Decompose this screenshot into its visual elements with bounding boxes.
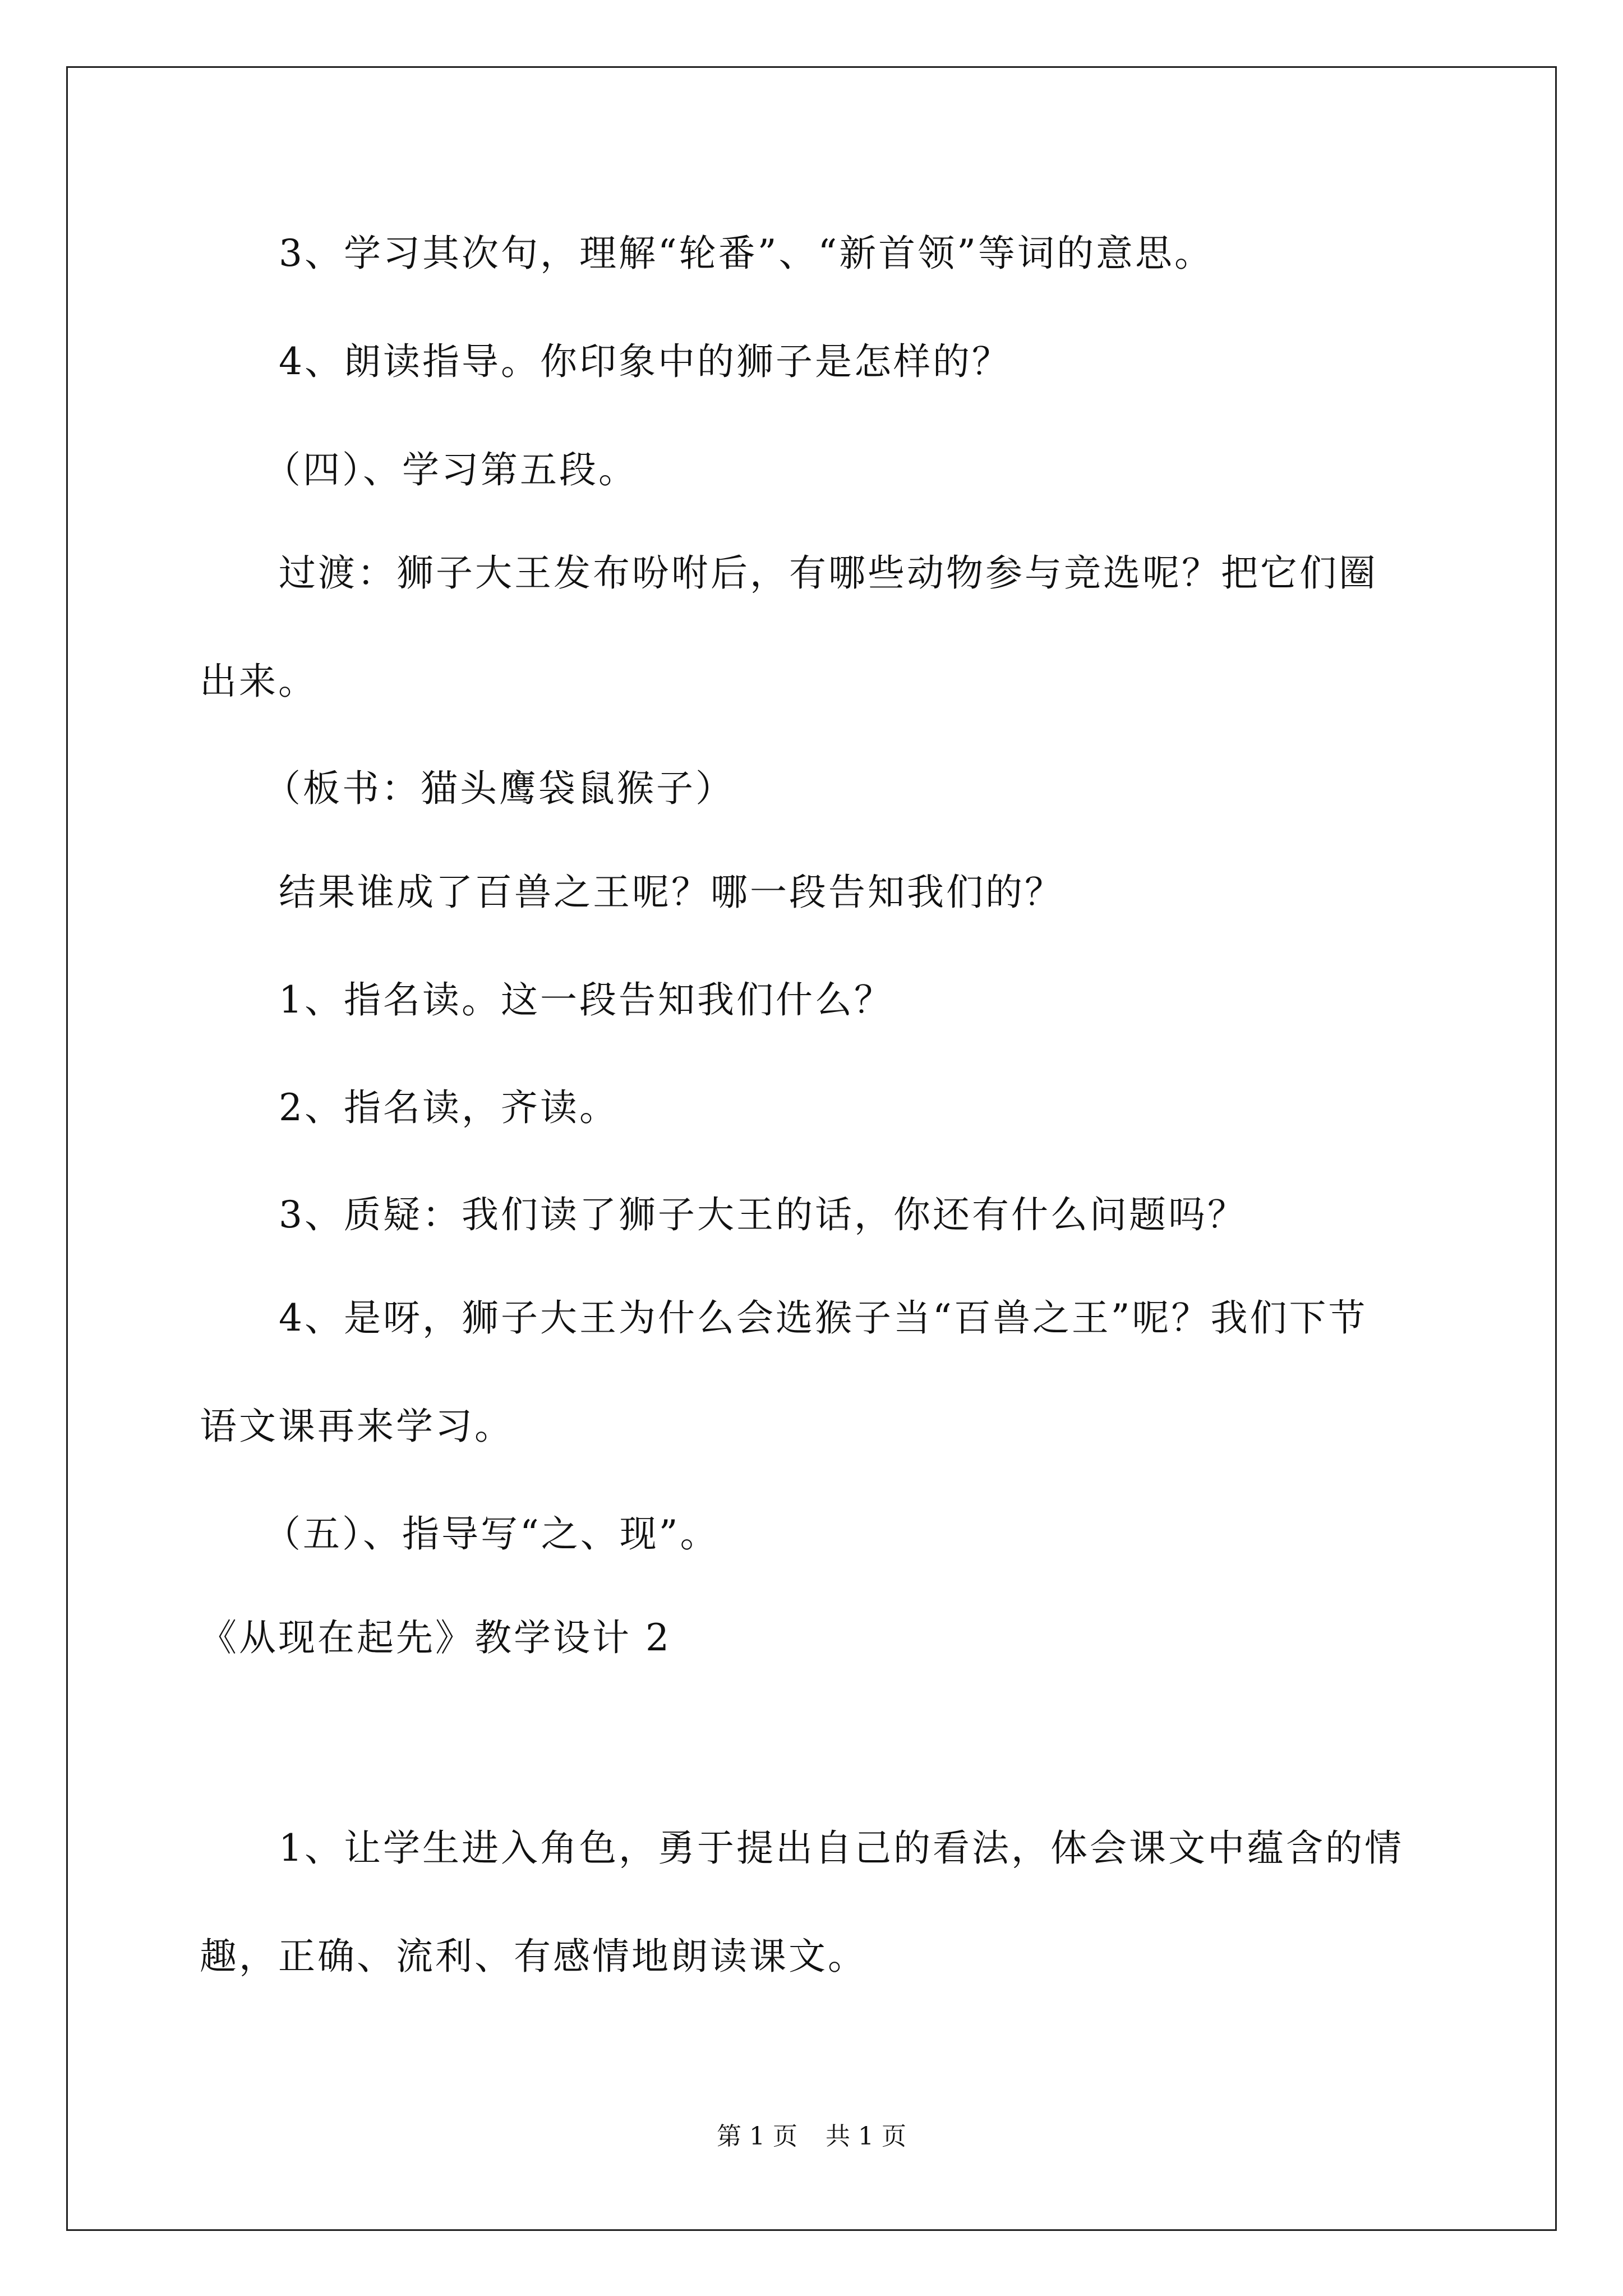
page-footer bbox=[0, 2120, 1623, 2154]
text-line: 结果谁成了百兽之王呢？哪一段告知我们的？ bbox=[279, 871, 1064, 914]
text-line: 1、让学生进入角色，勇于提出自己的看法，体会课文中蕴含的情 bbox=[279, 1826, 1404, 1870]
text-line: 4、朗读指导。你印象中的狮子是怎样的？ bbox=[279, 340, 1011, 383]
text-line: 3、学习其次句，理解“轮番”、“新首领”等词的意思。 bbox=[279, 232, 1214, 275]
page-border bbox=[66, 66, 1557, 2231]
text-line: （板书：猫头鹰袋鼠猴子） bbox=[264, 767, 735, 810]
text-line: 2、指名读，齐读。 bbox=[279, 1086, 619, 1129]
text-line: 语文课再来学习。 bbox=[200, 1405, 514, 1448]
page-total: 共 1 页 bbox=[826, 2122, 906, 2151]
section-heading: 《从现在起先》教学设计 2 bbox=[200, 1616, 671, 1659]
page-number: 第 1 页 bbox=[717, 2122, 797, 2151]
text-line: 过渡：狮子大王发布吩咐后，有哪些动物参与竞选呢？把它们圈 bbox=[279, 551, 1378, 595]
text-line: 1、指名读。这一段告知我们什么？ bbox=[279, 978, 893, 1022]
text-line: （四）、学习第五段。 bbox=[264, 448, 638, 491]
text-line: 趣，正确、流利、有感情地朗读课文。 bbox=[200, 1935, 867, 1978]
text-line: 出来。 bbox=[200, 660, 317, 703]
text-line: 3、质疑：我们读了狮子大王的话，你还有什么问题吗？ bbox=[279, 1193, 1247, 1236]
text-line: 4、是呀，狮子大王为什么会选猴子当“百兽之王”呢？我们下节 bbox=[279, 1296, 1368, 1340]
text-line: （五）、指导写“之、现”。 bbox=[264, 1512, 720, 1556]
